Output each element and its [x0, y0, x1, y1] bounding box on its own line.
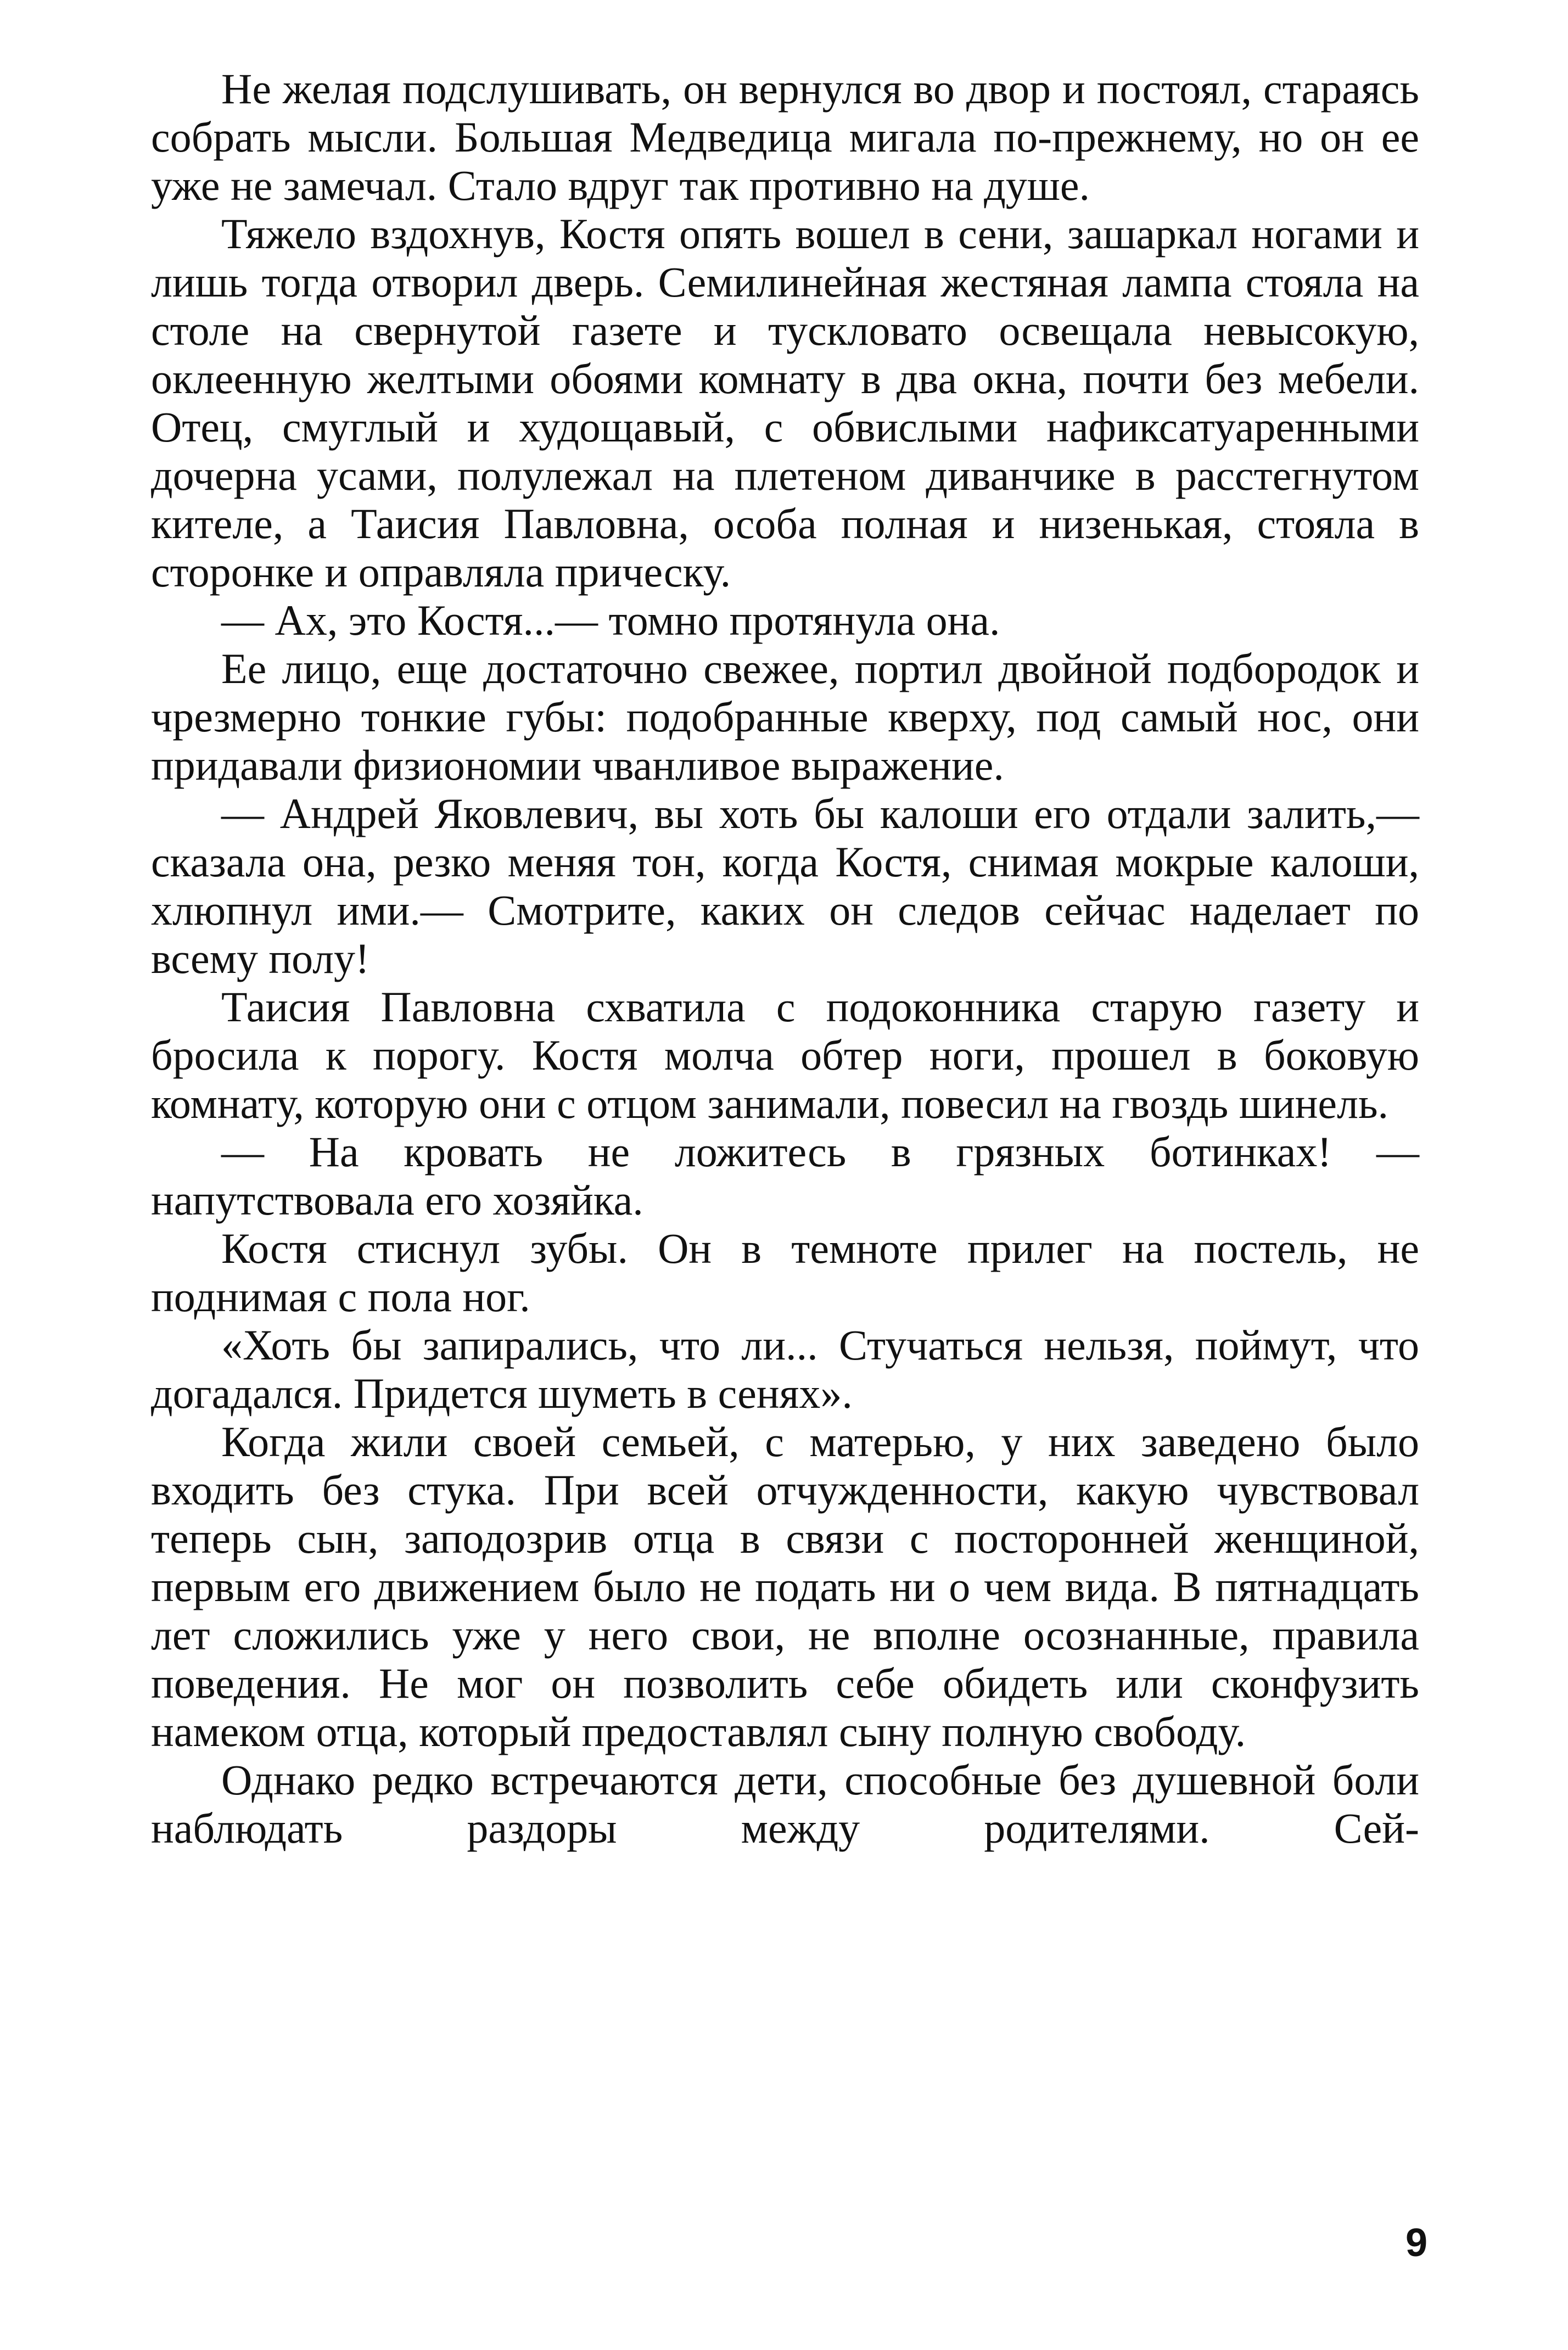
paragraph-10: Когда жили своей семьей, с матерью, у них заведено было входить без стука. При всей отчужденности, какую чувствовал теперь сын, заподозрив отца в связи с посторонней женщиной, первым его движением было не подать ни о чем вида. В пятнадцать лет сложились уже у него свои, не вполне осознанные, правила поведения. Не мог он позволить себе обидеть или сконфузить намеком отца, который предоставлял сыну полную свободу.	[151, 1418, 1419, 1755]
paragraph-5: — Андрей Яковлевич, вы хоть бы калоши его отдали залить,— сказала она, резко меняя тон, когда Костя, снимая мокрые калоши, хлюпнул ими.— Смотрите, каких он следов сейчас наделает по всему полу!	[151, 790, 1419, 982]
paragraph-9: «Хоть бы запирались, что ли... Стучаться нельзя, поймут, что догадался. Придется шуметь в сенях».	[151, 1321, 1419, 1417]
paragraph-11: Однако редко встречаются дети, способные без душевной боли наблюдать раздоры между родителями. Сей-	[151, 1756, 1419, 1852]
paragraph-4: Ее лицо, еще достаточно свежее, портил двойной подбородок и чрезмерно тонкие губы: подобранные кверху, под самый нос, они придавали физиономии чванливое выражение.	[151, 645, 1419, 789]
paragraph-1: Не желая подслушивать, он вернулся во двор и постоял, стараясь собрать мысли. Большая Медведица мигала по-прежнему, но он ее уже не замечал. Стало вдруг так противно на душе.	[151, 65, 1419, 209]
paragraph-6: Таисия Павловна схватила с подоконника старую газету и бросила к порогу. Костя молча обтер ноги, прошел в боковую комнату, которую они с отцом занимали, повесил на гвоздь шинель.	[151, 983, 1419, 1127]
page-number: 9	[1405, 2221, 1427, 2265]
paragraph-2: Тяжело вздохнув, Костя опять вошел в сени, зашаркал ногами и лишь тогда отворил дверь. Семилинейная жестяная лампа стояла на столе на свернутой газете и тускловато освещала невысокую, оклеенную желтыми обоями комнату в два окна, почти без мебели. Отец, смуглый и худощавый, с обвислыми нафиксатуаренными дочерна усами, полулежал на плетеном диванчике в расстегнутом кителе, а Таисия Павловна, особа полная и низенькая, стояла в сторонке и оправляла прическу.	[151, 210, 1419, 596]
paragraph-8: Костя стиснул зубы. Он в темноте прилег на постель, не поднимая с пола ног.	[151, 1224, 1419, 1321]
paragraph-7: — На кровать не ложитесь в грязных ботинках! — напутствовала его хозяйка.	[151, 1128, 1419, 1224]
book-page	[151, 65, 1419, 2250]
paragraph-3: — Ах, это Костя...— томно протянула она.	[221, 596, 1000, 644]
